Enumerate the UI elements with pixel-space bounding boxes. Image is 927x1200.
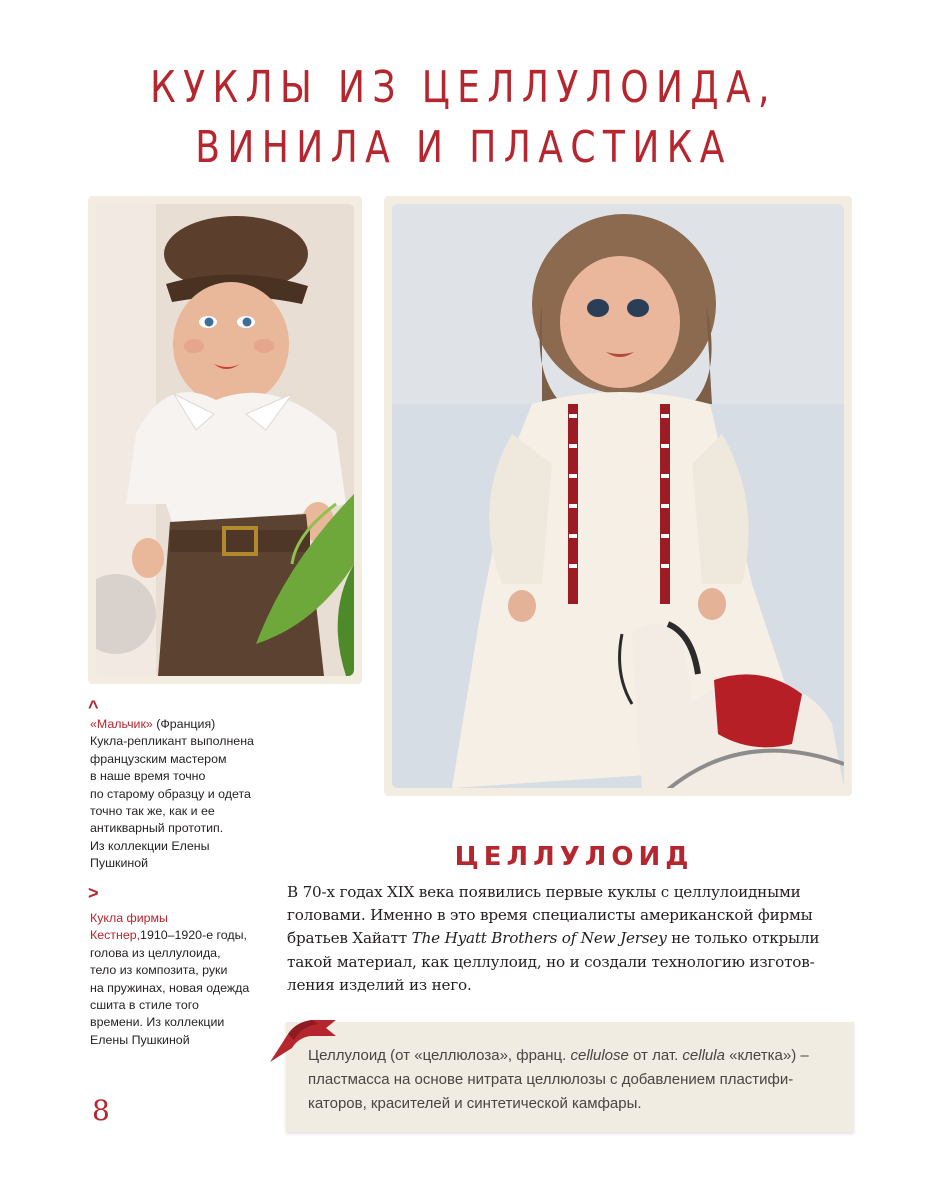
note-line (308, 1044, 838, 1068)
body-line (287, 927, 853, 950)
caption-doll-name-line-1: Кукла фирмы (90, 911, 168, 925)
body-line: ления изделий из него. (287, 975, 472, 994)
note-text-run: Целлулоид (от «целлюлоза», франц. (308, 1047, 571, 1064)
note-text-run: «клетка») – (724, 1047, 809, 1064)
note-term: cellula (682, 1047, 725, 1064)
chevron-right-icon: > (88, 883, 99, 903)
photo-kestner-doll (392, 204, 844, 788)
page-number: 8 (92, 1094, 110, 1127)
caption-doll-name: «Мальчик» (90, 717, 153, 731)
caption-line: французским мастером (90, 751, 227, 766)
photo-boy-doll-frame (88, 196, 362, 684)
definition-text (308, 1044, 838, 1116)
caption-line: антикварный прототип. (90, 821, 224, 836)
body-text-run: братьев Хайатт (287, 929, 412, 948)
body-line: такой материал, как целлулоид, но и создали технологию изготов- (287, 952, 815, 971)
caption-line: времени. Из коллекции (90, 1015, 225, 1030)
kestner-doll-illustration (392, 204, 844, 788)
section-body (287, 881, 853, 997)
caption-line: в наше время точно (90, 769, 206, 784)
boy-doll-illustration (96, 204, 354, 676)
note-text-run: от лат. (628, 1047, 683, 1064)
caption-line: Кукла-репликант выполнена (90, 734, 254, 749)
note-line: пластмасса на основе нитрата целлюлозы с добавлением пластифи- (308, 1071, 794, 1088)
note-term: cellulose (570, 1047, 629, 1064)
page-title (0, 58, 927, 178)
caption-line: на пружинах, новая одежда (90, 980, 250, 995)
caption-line: по старому образцу и одета (90, 786, 251, 801)
definition-note (286, 1022, 854, 1132)
caption-line (90, 716, 270, 733)
caption-line: Из коллекции Елены (90, 838, 210, 853)
caption-line: тело из композита, руки (90, 963, 228, 978)
page-title-line-2: ВИНИЛА И ПЛАСТИКА (195, 122, 732, 173)
caption-line: Пушкиной (90, 856, 149, 871)
note-line: каторов, красителей и синтетической камфары. (308, 1095, 642, 1112)
body-line: В 70-х годах XIX века появились первые куклы с целлулоидными (287, 883, 801, 901)
caption-line: голова из целлулоида, (90, 945, 221, 960)
caption-origin: (Франция) (156, 717, 216, 731)
caption-line: Елены Пушкиной (90, 1032, 190, 1047)
chevron-up-icon: ^ (88, 697, 99, 717)
page-title-line-1: КУКЛЫ ИЗ ЦЕЛЛУЛОИДА, (150, 62, 777, 113)
caption-dates: 1910–1920-е годы, (140, 928, 247, 943)
photo-kestner-doll-frame (384, 196, 852, 796)
caption-line: точно так же, как и ее (90, 804, 215, 819)
photo-boy-doll (96, 204, 354, 676)
caption-doll-name-line-2: Кестнер, (90, 928, 141, 943)
company-name: The Hyatt Brothers of New Jersey (411, 929, 667, 948)
body-text-run: не только открыли (666, 929, 820, 948)
section-heading: ЦЕЛЛУЛОИД (454, 842, 694, 872)
caption-line (90, 927, 270, 944)
caption-kestner-doll (90, 910, 270, 1049)
body-line: головами. Именно в это время специалисты американской фирмы (287, 906, 813, 925)
caption-boy-doll (90, 716, 270, 873)
caption-line: сшита в стиле того (90, 998, 199, 1013)
